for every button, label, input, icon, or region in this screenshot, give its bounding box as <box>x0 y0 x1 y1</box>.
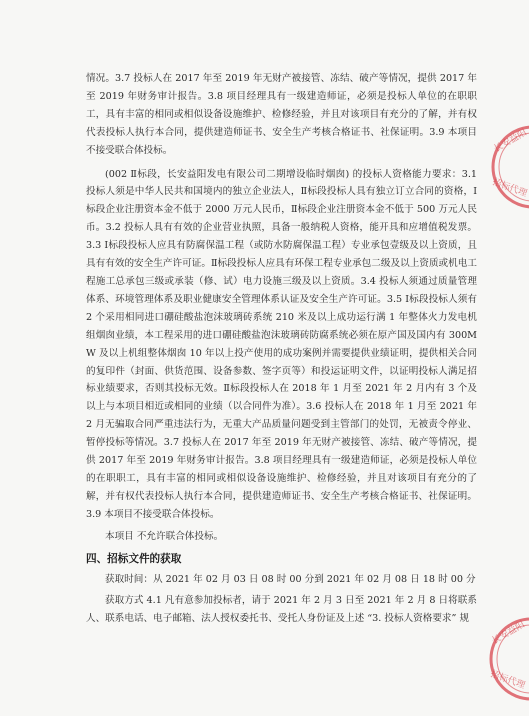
section-heading-bid-document: 四、招标文件的获取 <box>86 552 182 565</box>
svg-text:招标代理: 招标代理 <box>490 177 529 200</box>
svg-text:招标代理: 招标代理 <box>488 669 527 692</box>
seal-stamp-top <box>478 122 529 212</box>
svg-text:长安益阳: 长安益阳 <box>490 619 527 647</box>
seal-stamp-bottom <box>476 614 529 704</box>
paragraph-joint-venture: 本项目 不允许联合体投标。 <box>105 530 224 542</box>
paragraph-acquisition-time: 获取时间：从 2021 年 02 月 03 日 08 时 00 分到 2021 年 02 月 08 日 18 时 00 分 <box>105 573 476 585</box>
paragraph-lot2-requirements: (002 Ⅱ标段，长安益阳发电有限公司二期增设临时烟囱) 的投标人资格能力要求：3.1 投标人须是中华人民共和国境内的独立企业法人，Ⅱ标段投标人具有独立订立合同的资格，Ⅰ标段企业注册资本金不低于 2000 万元人民币，Ⅱ标段企业注册资本金不低于 500 万元人民币。3.2 投标人具有有效的企业营业执照，具备一般纳税人资格，能开具和应增值税发票。3.3 Ⅰ标段投标人应具有防腐保温工程（或防水防腐保温工程）专业承包壹级及以上资质，且具有有效的安全生产许可证。Ⅱ标段投标人应具有环保工程专业承包二级及以上资质或机电工程施工总承包三级或承装（修、试）电力设施三级及以上资质。3.4 投标人须通过质量管理体系、环境管理体系及职业健康安全管理体系认证及安全生产许可证。3.5 Ⅰ标段投标人须有 2 个采用相同进口硼硅酸盐泡沫玻璃砖系统 210 米及以上成功运行满 1 年整体火力发电机组烟囱业绩，本工程采用的进口硼硅酸盐泡沫玻璃砖防腐系统必须在原产国及国内有 300MW 及以上机组整体烟囱 10 年以上投产使用的成功案例并需要提供业绩证明，提供相关合同的复印件（封面、供货范围、设备参数、签字页等）和投运证明文件，以证明投标人满足招标业绩要求，否则其投标无效。Ⅱ标段投标人在 2018 年 1 月至 2021 年 2 月内有 3 个及以上与本项目相近或相同的业绩（以合同件为准）。3.6 投标人在 2018 年 1 月至 2021 年 2 月无骗取合同严重违法行为，无重大产品质量问题受到主管部门的处罚，无被责令停业、暂停投标等情况。3.7 投标人在 2017 年至 2019 年无财产被接管、冻结、破产等情况，提供 2017 年至 2019 年财务审计报告。3.8 项目经理具有一级建造师证，必须是投标人单位的在职职工，具有丰富的相同或相似设备设施维护、检修经验，并且对该项目有充分的了解，并有权代表投标人执行本合同，提供建造师证书、安全生产考核合格证书、社保证明。3.9 本项目不接受联合体投标。 <box>86 168 477 520</box>
paragraph-qualification-end: 情况。3.7 投标人在 2017 年至 2019 年无财产被接管、冻结、破产等情况，提供 2017 年至 2019 年财务审计报告。3.8 项目经理具有一级建造师证，必须是投标人单位的在职职工，具有丰富的相同或相似设备设施维护、检修经验，并且对该项目有充分的了解，并有权代表投标人执行本合同，提供建造师证书、安全生产考核合格证书、社保证明。3.9 本项目不接受联合体投标。 <box>86 73 477 156</box>
svg-text:长安益阳: 长安益阳 <box>492 127 529 155</box>
paragraph-acquisition-method: 获取方式 4.1 凡有意参加投标者，请于 2021 年 2 月 3 日至 2021 年 2 月 8 日将联系人、联系电话、电子邮箱、法人授权委托书、受托人身份证及上述 “3. 投标人资格要求” 规 <box>86 595 477 625</box>
